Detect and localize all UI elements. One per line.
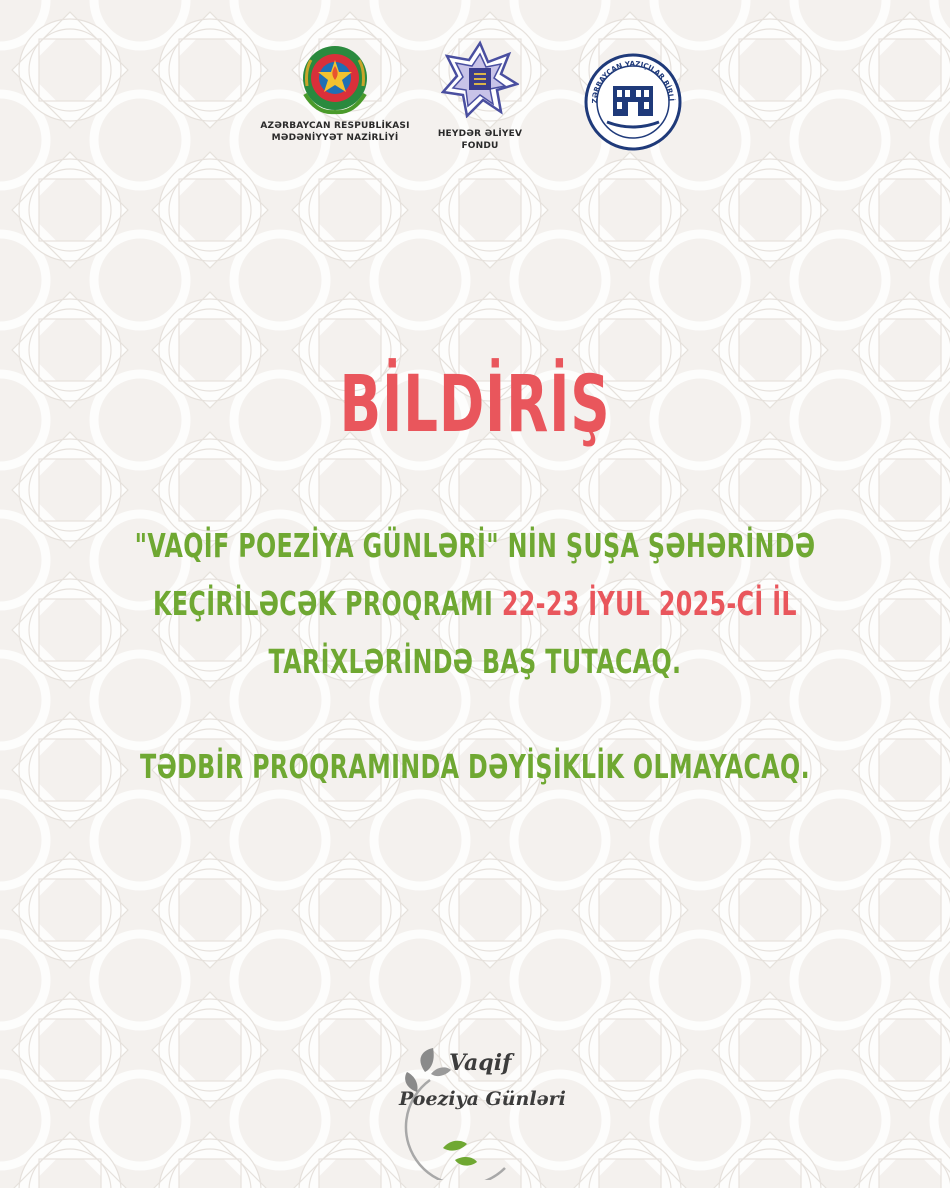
message-line-2 bbox=[133, 582, 817, 626]
writers-union-seal-text: ZƏRBAYCAN YAZIÇILAR BİRLİ bbox=[590, 59, 676, 104]
footer-subtitle: Poeziya Günləri bbox=[399, 1088, 566, 1110]
ministry-caption-line1: AZƏRBAYCAN RESPUBLİKASI bbox=[260, 121, 410, 131]
message-line-3: TARİXLƏRİNDƏ BAŞ TUTACAQ. bbox=[268, 642, 682, 681]
message-line-1: "VAQİF POEZİYA GÜNLƏRİ" NİN ŞUŞA ŞƏHƏRİNDƏ bbox=[134, 526, 816, 565]
vaqif-poetry-days-logo bbox=[385, 1040, 575, 1180]
foundation-logo bbox=[415, 40, 545, 152]
ministry-caption-line2: MƏDƏNİYYƏT NAZİRLİYİ bbox=[271, 133, 399, 143]
message-line-2-text: KEÇİRİLƏCƏK PROQRAMI bbox=[153, 584, 502, 623]
message-line-4: TƏDBİR PROQRAMINDA DƏYİŞİKLİK OLMAYACAQ. bbox=[139, 747, 811, 786]
page-title: BİLDİRİŞ bbox=[339, 360, 611, 450]
writers-union-logo bbox=[578, 52, 688, 156]
ministry-logo bbox=[250, 40, 420, 144]
event-dates: 22-23 İYUL 2025-Cİ İL bbox=[501, 584, 797, 623]
writers-union-seal-icon bbox=[583, 52, 683, 152]
heydar-aliyev-foundation-star-icon bbox=[441, 40, 519, 118]
foundation-caption-line1: HEYDƏR ƏLİYEV bbox=[437, 129, 523, 139]
partner-logos bbox=[0, 0, 950, 200]
footer-title: Vaqif bbox=[449, 1050, 512, 1076]
foundation-caption-line2: FONDU bbox=[461, 141, 499, 151]
azerbaijan-emblem-icon bbox=[297, 40, 373, 116]
